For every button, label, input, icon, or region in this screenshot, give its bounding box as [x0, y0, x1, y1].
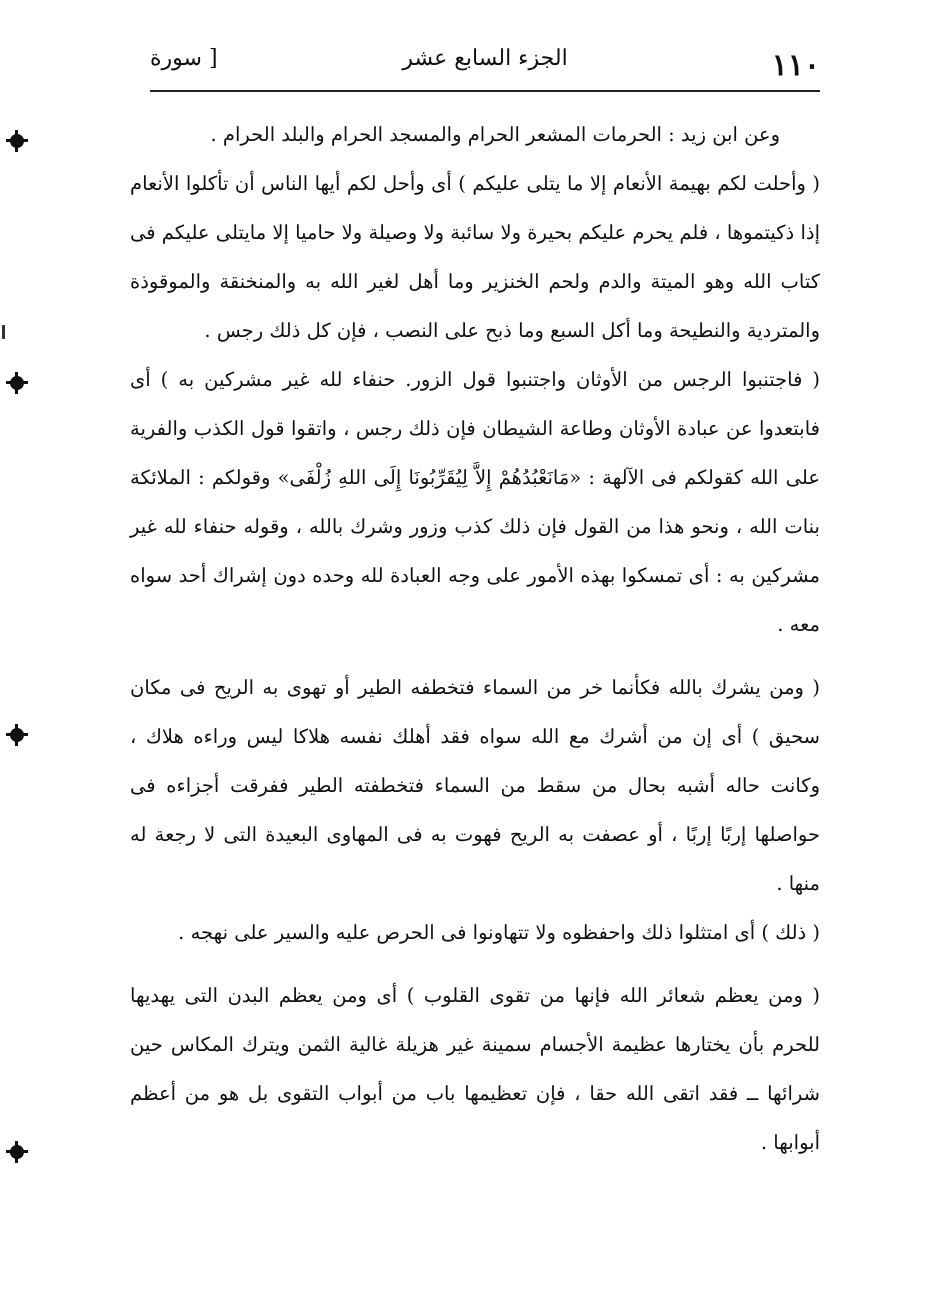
surah-label: [ سورة [150, 46, 218, 71]
scan-edge-mark [2, 325, 5, 339]
paragraph: وعن ابن زيد : الحرمات المشعر الحرام والمسجد الحرام والبلد الحرام . [210, 123, 780, 146]
header-rule [150, 90, 820, 92]
scan-speck-mark [10, 728, 24, 742]
scan-speck-mark [10, 134, 24, 148]
page-number: ١١٠ [771, 48, 820, 83]
paragraph: ( فاجتنبوا الرجس من الأوثان واجتنبوا قول الزور. حنفاء لله غير مشركين به ) أى فابتعدوا عن عبادة الأوثان وطاعة الشيطان فإن ذلك رجس ، واتقوا قول الكذب والفرية على الله كقولكم فى الآلهة : «مَانَعْبُدُهُمْ إِلاَّ لِيُقَرِّبُونَا إِلَى اللهِ زُلْفَى» وقولكم : الملائكة بنات الله ، ونحو هذا من القول فإن ذلك كذب وزور وشرك بالله ، وقوله حنفاء لله غير مشركين به : أى تمسكوا بهذه الأمور على وجه العبادة لله وحده دون إشراك أحد سواه معه . [130, 368, 820, 636]
paragraph: ( وأحلت لكم بهيمة الأنعام إلا ما يتلى عليكم ) أى وأحل لكم أيها الناس أن تأكلوا الأنعام إذا ذكيتموها ، فلم يحرم عليكم بحيرة ولا سائبة ولا وصيلة ولا حاميا إلا مايتلى عليكم فى كتاب الله وهو الميتة والدم ولحم الخنزير وما أهل لغير الله به والمنخنقة والموقوذة والمتردية والنطيحة وما أكل السبع وما ذبح على النصب ، فإن كل ذلك رجس . [130, 172, 820, 342]
body-text [130, 110, 820, 1167]
paragraph: ( ومن يعظم شعائر الله فإنها من تقوى القلوب ) أى ومن يعظم البدن التى يهديها للحرم بأن يختارها عظيمة الأجسام سمينة غير هزيلة غالية الثمن ويترك المكاس حين شرائها ــ فقد اتقى الله حقا ، فإن تعظيمها باب من أبواب التقوى بل هو من أعظم أبوابها . [130, 984, 820, 1154]
paragraph: ( ذلك ) أى امتثلوا ذلك واحفظوه ولا تتهاونوا فى الحرص عليه والسير على نهجه . [178, 921, 820, 944]
page-header [150, 40, 820, 90]
running-title: الجزء السابع عشر [402, 46, 568, 71]
paragraph: ( ومن يشرك بالله فكأنما خر من السماء فتخطفه الطير أو تهوى به الريح فى مكان سحيق ) أى إن من أشرك مع الله سواه فقد أهلك نفسه هلاكا ليس وراءه هلاك ، وكانت حاله أشبه بحال من سقط من السماء فتخطفته الطير ففرقت أجزاءه فى حواصلها إربًا إربًا ، أو عصفت به الريح فهوت به فى المهاوى البعيدة التى لا رجعة له منها . [130, 676, 820, 895]
scan-speck-mark [10, 376, 24, 390]
scan-speck-mark [10, 1145, 24, 1159]
